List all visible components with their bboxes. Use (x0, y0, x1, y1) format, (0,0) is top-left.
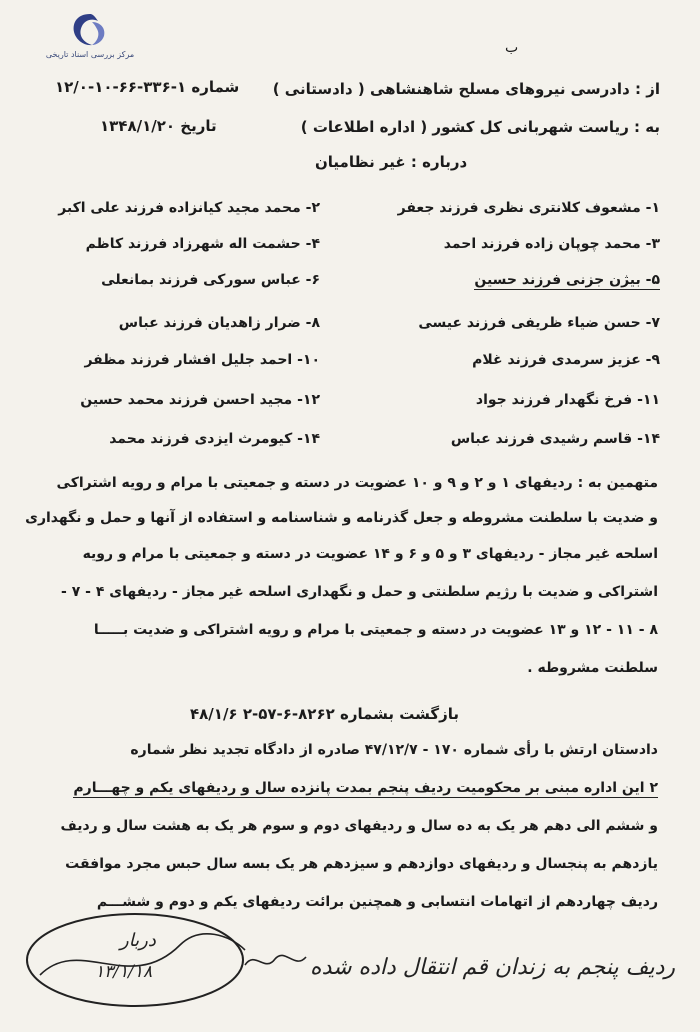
list-item: ۱- مشعوف کلانتری نظری فرزند جعفر (397, 200, 660, 216)
body2-line: دادستان ارتش با رأی شماره ۱۷۰ - ۴۷/۱۲/۷ صادره از دادگاه تجدید نظر شماره (130, 742, 658, 758)
body-line: اسلحه غیر مجاز - ردیفهای ۳ و ۵ و ۶ و ۱۴ عضویت در دسته و جمعیتی با مرام و رویه (82, 546, 658, 562)
list-item: ۱۲- مجید احسن فرزند محمد حسین (80, 392, 320, 408)
logo-caption: مرکز بررسی اسناد تاریخی (45, 50, 135, 59)
header-number: شماره ۱-۳۳۶-۶۶-۱۰-۱۲/۰ (55, 78, 240, 96)
header-to: به : ریاست شهربانی کل کشور ( اداره اطلاعات ) (300, 118, 660, 136)
list-item: ۴- حشمت اله شهرزاد فرزند کاظم (85, 236, 320, 252)
handwritten-note: ردیف پنجم به زندان قم انتقال داده شده (310, 955, 675, 980)
body-line: متهمین به : ردیفهای ۱ و ۲ و ۹ و ۱۰ عضویت در دسته و جمعیتی با مرام و رویه اشتراکی (56, 475, 658, 491)
body2-line: ردیف چهاردهم از اتهامات انتسابی و همچنین برائت ردیفهای یکم و دوم و ششـــم (96, 894, 658, 910)
list-item: ۵- بیژن جزنی فرزند حسین (474, 272, 660, 288)
list-item: ۷- حسن ضیاء ظریفی فرزند عیسی (418, 315, 660, 331)
archive-logo (40, 12, 140, 59)
body2-line: و ششم الی دهم هر یک به ده سال و ردیفهای دوم و سوم هر یک به هشت سال و ردیف (60, 818, 658, 834)
list-item: ۶- عباس سورکی فرزند بمانعلی (101, 272, 320, 288)
body-line: اشتراکی و ضدیت با رژیم سلطنتی و حمل و نگهداری اسلحه غیر مجاز - ردیفهای ۴ - ۷ - (61, 584, 658, 600)
signature-oval (20, 905, 250, 1015)
header-from: از : دادرسی نیروهای مسلح شاهنشاهی ( دادستانی ) (272, 80, 660, 98)
list-item: ۱۴- قاسم رشیدی فرزند عباس (450, 431, 660, 447)
list-item: ۱۰- احمد جلیل افشار فرزند مظفر (84, 352, 320, 368)
corner-mark: ب (505, 40, 519, 56)
list-item: ۲- محمد مجید کیانزاده فرزند علی اکبر (58, 200, 320, 216)
list-item: ۱۴- کیومرث ایزدی فرزند محمد (109, 431, 320, 447)
body-line: ۸ - ۱۱ - ۱۲ و ۱۳ عضویت در دسته و جمعیتی با مرام و رویه اشتراکی و ضدیت بـــــا (93, 622, 658, 638)
body2-line: یازدهم به پنجسال و ردیفهای دوازدهم و سیزدهم هر یک بسه سال حبس مجرد موافقت (65, 856, 658, 872)
reference-line: بازگشت بشماره ۸۲۶۲-۶-۵۷-۲ ۴۸/۱/۶ (190, 705, 460, 723)
list-item: ۸- ضرار زاهدیان فرزند عباس (118, 315, 320, 331)
body-line: و ضدیت با سلطنت مشروطه و جعل گذرنامه و شناسنامه و استفاده از آنها و حمل و نگهداری (25, 510, 658, 526)
body-line: سلطنت مشروطه . (527, 660, 658, 676)
body2-line: ۲ این اداره مبنی بر محکومیت ردیف پنجم بمدت پانزده سال و ردیفهای یکم و چهـــارم (73, 780, 658, 796)
list-item: ۱۱- فرخ نگهدار فرزند جواد (475, 392, 660, 408)
signature-date: ۱۳/۱/۱۸ (95, 962, 153, 982)
archive-logo-icon (70, 12, 110, 48)
header-date: تاریخ ۱۳۴۸/۱/۲۰ (100, 117, 217, 135)
signature-text: دربار (120, 930, 156, 951)
signature-scribble (240, 945, 310, 975)
list-item: ۳- محمد چوپان زاده فرزند احمد (443, 236, 660, 252)
list-item: ۹- عزیز سرمدی فرزند غلام (472, 352, 660, 368)
header-subject: درباره : غیر نظامیان (315, 153, 468, 171)
